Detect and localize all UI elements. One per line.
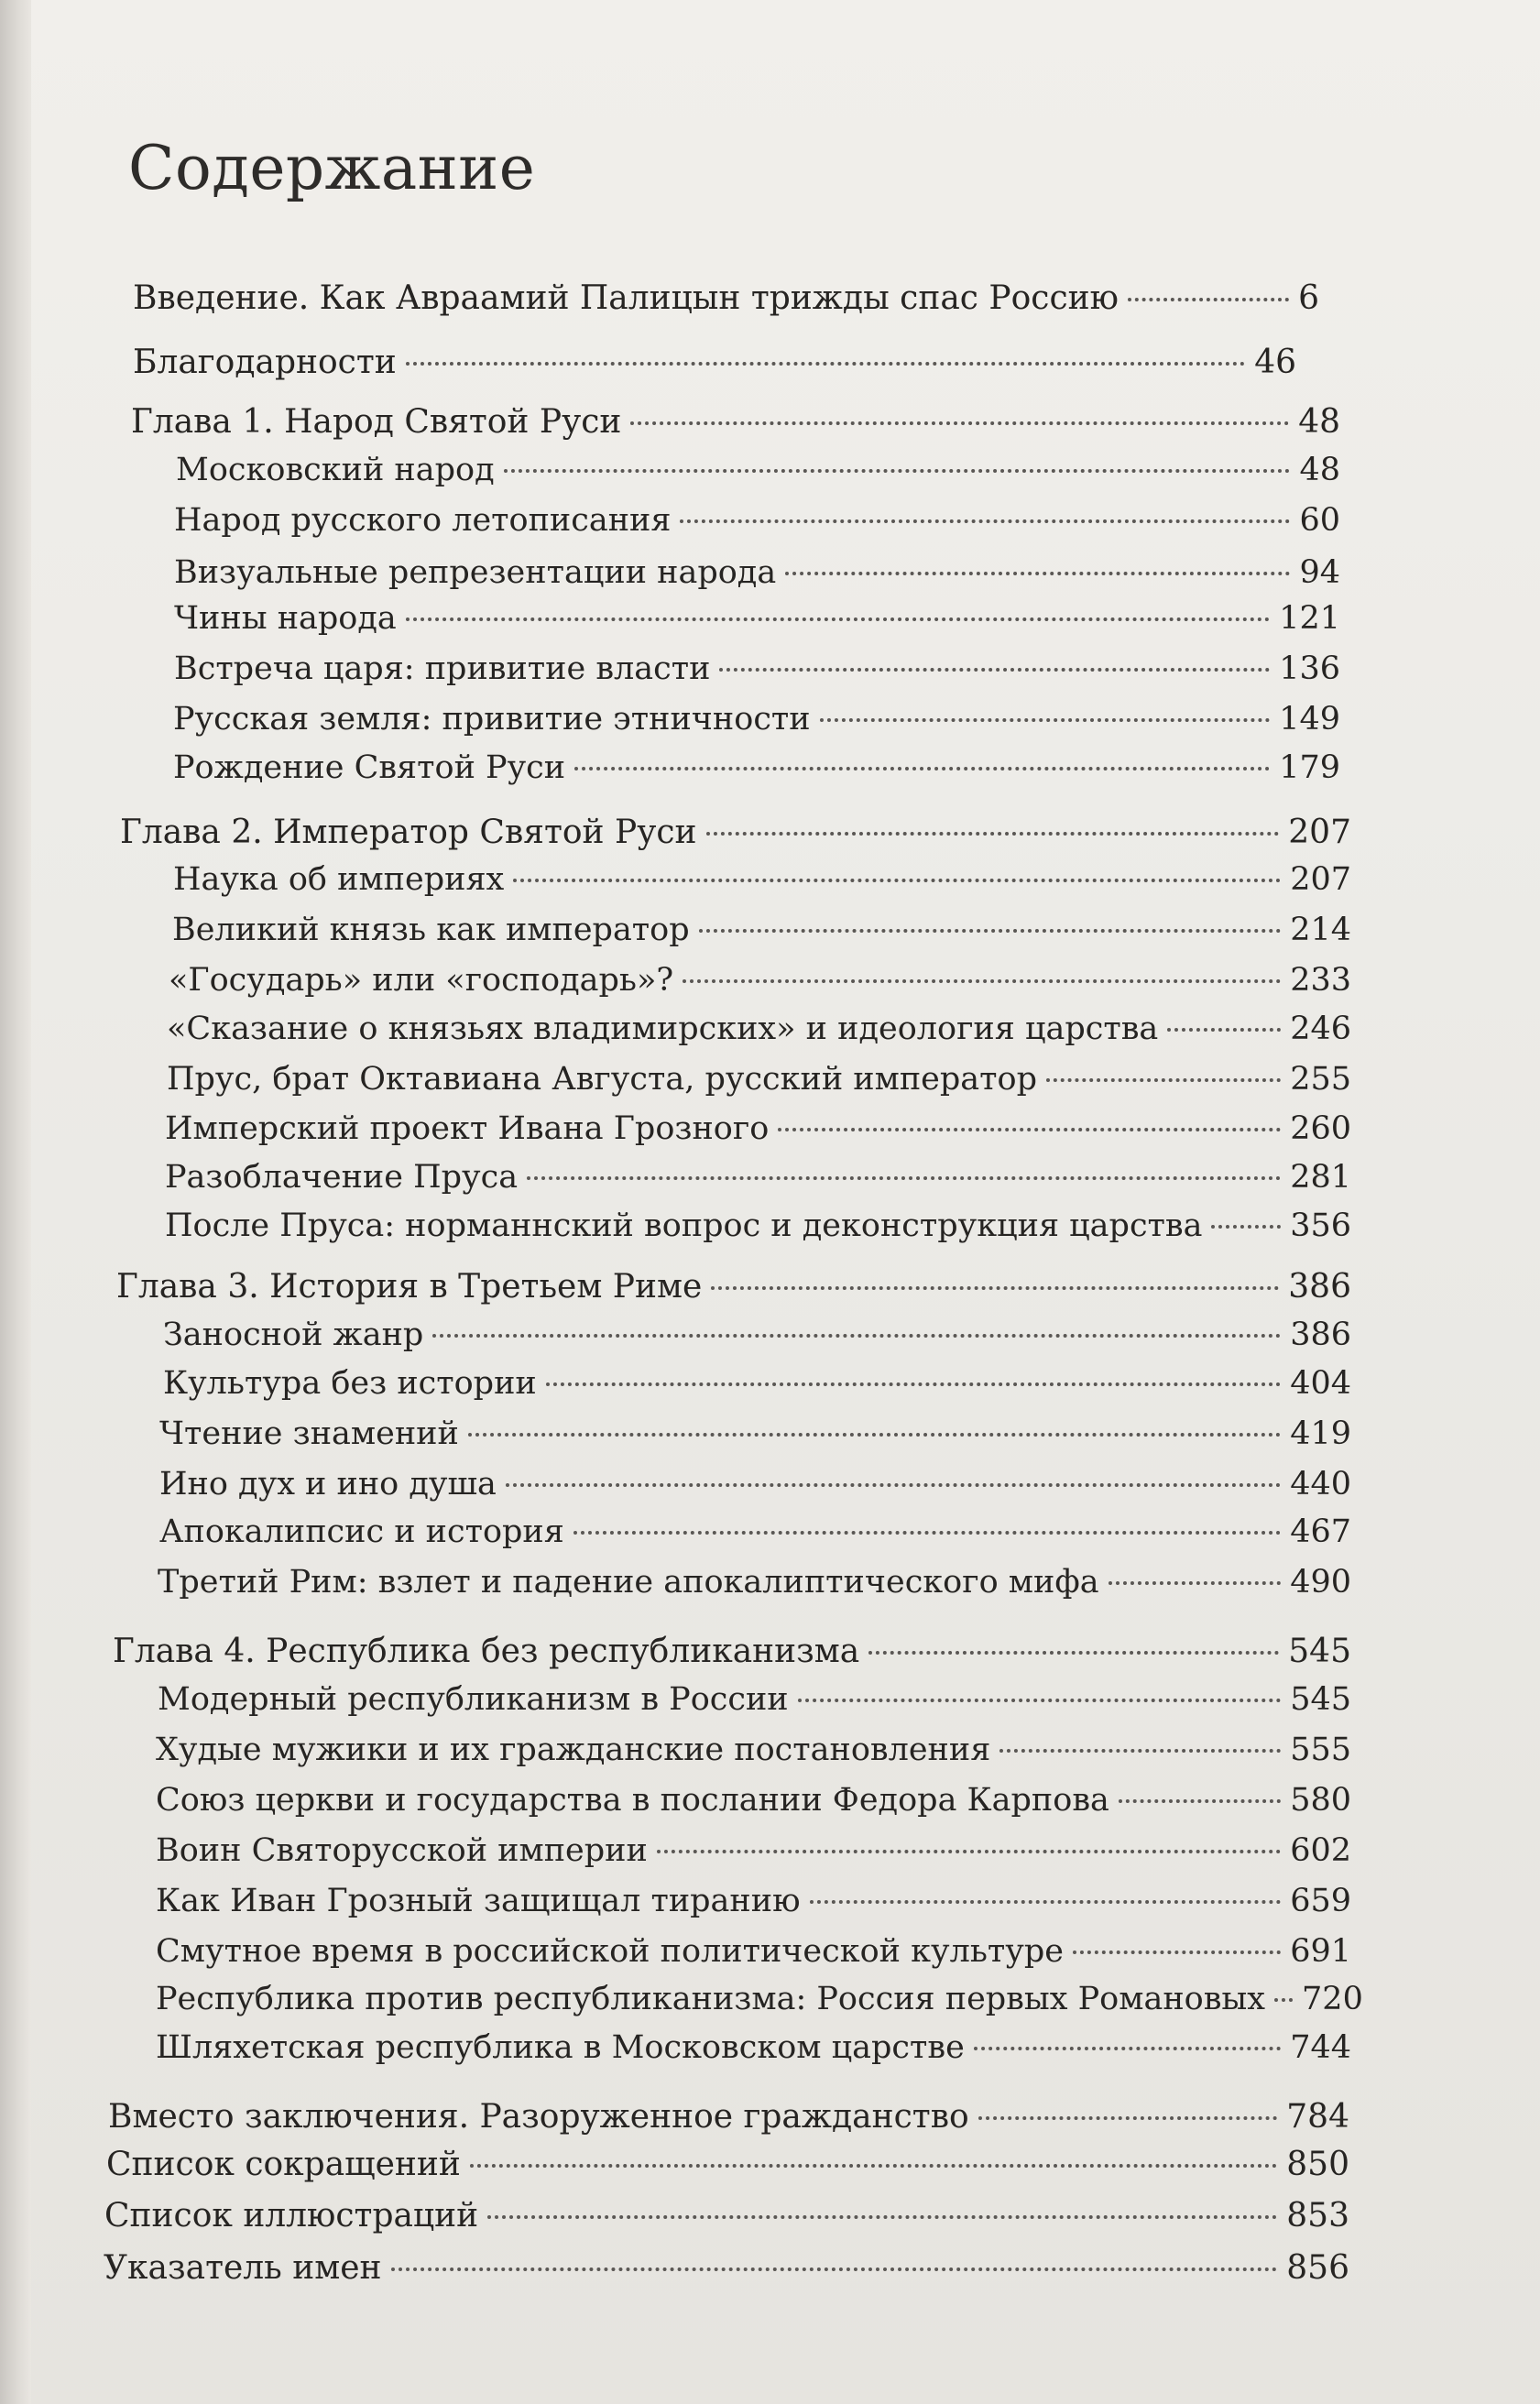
toc-section xyxy=(158,1681,1351,1727)
dot-leader xyxy=(778,1128,1281,1131)
toc-section xyxy=(165,1110,1351,1156)
toc-section xyxy=(163,1365,1351,1411)
dot-leader xyxy=(506,1483,1281,1487)
toc-index xyxy=(104,2249,1349,2295)
toc-section xyxy=(174,554,1340,600)
dot-leader xyxy=(820,718,1271,722)
toc-entry-label: Худые мужики и их гражданские постановления xyxy=(156,1732,991,1768)
toc-entry-page: 386 xyxy=(1288,1268,1351,1306)
toc-entry-page: 149 xyxy=(1279,701,1340,738)
toc-entry-label: Благодарности xyxy=(133,344,397,381)
toc-section xyxy=(172,912,1351,957)
toc-entry-page: 659 xyxy=(1290,1883,1351,1919)
toc-entry-page: 602 xyxy=(1290,1832,1351,1869)
dot-leader xyxy=(999,1749,1281,1753)
toc-entry-page: 440 xyxy=(1290,1466,1351,1502)
toc-entry-label: Вместо заключения. Разоруженное гражданство xyxy=(108,2098,969,2136)
toc-entry-page: 281 xyxy=(1290,1159,1351,1196)
dot-leader xyxy=(468,1433,1281,1437)
toc-section xyxy=(174,650,1340,696)
toc-entry-page: 356 xyxy=(1290,1207,1351,1244)
toc-entry-page: 555 xyxy=(1290,1732,1351,1768)
toc-entry-label: «Государь» или «господарь»? xyxy=(169,962,674,999)
toc-entry-page: 386 xyxy=(1290,1317,1351,1353)
toc-entry-label: Великий князь как император xyxy=(172,912,690,948)
dot-leader xyxy=(699,929,1282,933)
dot-leader xyxy=(432,1334,1281,1338)
dot-leader xyxy=(391,2267,1278,2271)
dot-leader xyxy=(406,617,1270,621)
toc-section xyxy=(159,1513,1351,1559)
toc-entry-page: 545 xyxy=(1288,1633,1351,1670)
dot-leader xyxy=(1109,1581,1282,1585)
toc-section xyxy=(159,1466,1351,1512)
toc-entry-page: 60 xyxy=(1299,502,1340,539)
toc-entry-page: 48 xyxy=(1298,403,1340,441)
toc-section xyxy=(163,1317,1351,1362)
toc-entry-label: Республика против республиканизма: Россия первых Романовых xyxy=(156,1981,1266,2017)
toc-entry-label: Глава 4. Республика без республиканизма xyxy=(113,1633,860,1670)
toc-entry-label: После Пруса: норманнский вопрос и деконструкция царства xyxy=(165,1207,1203,1244)
toc-entry-acknowledgements xyxy=(133,344,1296,389)
toc-entry-label: Ино дух и ино душа xyxy=(159,1466,497,1502)
toc-entry-label: Рождение Святой Руси xyxy=(173,749,566,786)
dot-leader xyxy=(487,2215,1277,2219)
toc-section xyxy=(173,861,1351,907)
toc-entry-label: Наука об империях xyxy=(173,861,505,898)
toc-entry-label: Культура без истории xyxy=(163,1365,537,1402)
dot-leader xyxy=(513,879,1281,882)
toc-entry-page: 46 xyxy=(1254,344,1296,381)
toc-entry-label: Разоблачение Пруса xyxy=(165,1159,519,1196)
toc-entry-label: Введение. Как Авраамий Палицын трижды спас Россию xyxy=(133,279,1119,317)
toc-entry-label: «Сказание о князьях владимирских» и идеология царства xyxy=(167,1011,1159,1047)
dot-leader xyxy=(1211,1225,1281,1229)
toc-entry-page: 246 xyxy=(1290,1011,1351,1047)
dot-leader xyxy=(470,2164,1277,2168)
toc-entry-page: 720 xyxy=(1302,1981,1363,2017)
toc-section xyxy=(156,2029,1351,2075)
toc-entry-label: Заносной жанр xyxy=(163,1317,424,1353)
toc-entry-page: 136 xyxy=(1279,650,1340,687)
toc-chapter-2 xyxy=(120,814,1351,859)
toc-entry-page: 490 xyxy=(1290,1564,1351,1601)
toc-entry-label: Шляхетская республика в Московском царстве xyxy=(156,2029,965,2066)
toc-entry-label: Указатель имен xyxy=(104,2249,382,2287)
dot-leader xyxy=(630,421,1289,425)
toc-entry-label: Глава 3. История в Третьем Риме xyxy=(116,1268,703,1306)
toc-section xyxy=(159,1415,1351,1461)
toc-section xyxy=(165,1207,1351,1253)
toc-entry-page: 207 xyxy=(1290,861,1351,898)
toc-section xyxy=(156,1832,1351,1878)
toc-entry-page: 691 xyxy=(1290,1933,1351,1970)
toc-entry-page: 419 xyxy=(1290,1415,1351,1452)
dot-leader xyxy=(406,362,1245,366)
toc-entry-label: Союз церкви и государства в послании Федора Карпова xyxy=(156,1782,1109,1819)
toc-entry-page: 853 xyxy=(1286,2197,1349,2235)
toc-entry-page: 850 xyxy=(1286,2146,1349,2183)
page-title: Содержание xyxy=(128,133,536,203)
toc-entry-label: Модерный республиканизм в России xyxy=(158,1681,789,1718)
dot-leader xyxy=(1274,1998,1293,2002)
toc-section xyxy=(174,600,1340,646)
dot-leader xyxy=(527,1176,1281,1180)
toc-entry-page: 545 xyxy=(1290,1681,1351,1718)
dot-leader xyxy=(546,1382,1281,1386)
toc-entry-label: Апокалипсис и история xyxy=(159,1513,564,1550)
toc-entry-page: 94 xyxy=(1299,554,1340,591)
dot-leader xyxy=(798,1699,1282,1702)
dot-leader xyxy=(1167,1028,1281,1032)
toc-entry-label: Имперский проект Ивана Грозного xyxy=(165,1110,770,1147)
toc-entry-label: Список иллюстраций xyxy=(104,2197,479,2235)
toc-section xyxy=(173,701,1340,747)
toc-entry-page: 260 xyxy=(1290,1110,1351,1147)
toc-entry-label: Визуальные репрезентации народа xyxy=(174,554,777,591)
dot-leader xyxy=(974,2047,1281,2050)
toc-section xyxy=(156,1883,1351,1929)
toc-entry-label: Московский народ xyxy=(176,452,495,488)
toc-section xyxy=(156,1782,1351,1828)
dot-leader xyxy=(719,668,1270,672)
dot-leader xyxy=(657,1850,1281,1853)
toc-entry-label: Прус, брат Октавиана Августа, русский император xyxy=(167,1061,1038,1098)
toc-entry-label: Глава 2. Император Святой Руси xyxy=(120,814,697,851)
toc-entry-label: Воин Святорусской империи xyxy=(156,1832,648,1869)
toc-entry-label: Смутное время в российской политической культуре xyxy=(156,1933,1064,1970)
toc-entry-page: 255 xyxy=(1290,1061,1351,1098)
toc-section xyxy=(156,1981,1363,2027)
toc-entry-label: Глава 1. Народ Святой Руси xyxy=(131,403,622,441)
toc-entry-label: Чтение знамений xyxy=(159,1415,459,1452)
toc-illustrations xyxy=(104,2197,1349,2243)
toc-entry-page: 207 xyxy=(1288,814,1351,851)
toc-entry-introduction xyxy=(133,279,1319,325)
toc-entry-page: 580 xyxy=(1290,1782,1351,1819)
toc-section xyxy=(156,1933,1351,1979)
toc-entry-page: 214 xyxy=(1290,912,1351,948)
dot-leader xyxy=(868,1651,1279,1655)
toc-section xyxy=(174,502,1340,548)
toc-entry-page: 6 xyxy=(1298,279,1319,317)
dot-leader xyxy=(711,1286,1279,1290)
toc-entry-label: Третий Рим: взлет и падение апокалиптического мифа xyxy=(158,1564,1099,1601)
toc-entry-label: Русская земля: привитие этничности xyxy=(173,701,811,738)
dot-leader xyxy=(574,767,1270,770)
dot-leader xyxy=(1128,298,1289,301)
dot-leader xyxy=(978,2116,1278,2120)
toc-section xyxy=(167,1011,1351,1056)
dot-leader xyxy=(706,832,1280,836)
toc-chapter-3 xyxy=(116,1268,1351,1314)
toc-entry-page: 48 xyxy=(1299,452,1340,488)
dot-leader xyxy=(810,1900,1282,1904)
toc-entry-page: 784 xyxy=(1286,2098,1349,2136)
toc-entry-page: 744 xyxy=(1290,2029,1351,2066)
toc-section xyxy=(165,1159,1351,1205)
dot-leader xyxy=(785,572,1290,575)
toc-chapter-1 xyxy=(131,403,1340,449)
dot-leader xyxy=(680,519,1290,523)
toc-entry-page: 467 xyxy=(1290,1513,1351,1550)
toc-section xyxy=(173,749,1340,795)
dot-leader xyxy=(1119,1799,1281,1803)
toc-entry-label: Чины народа xyxy=(174,600,397,637)
toc-entry-page: 404 xyxy=(1290,1365,1351,1402)
toc-section xyxy=(158,1564,1351,1610)
dot-leader xyxy=(1046,1078,1281,1082)
toc-entry-page: 233 xyxy=(1290,962,1351,999)
toc-section xyxy=(167,1061,1351,1107)
toc-section xyxy=(169,962,1351,1008)
toc-entry-page: 856 xyxy=(1286,2249,1349,2287)
dot-leader xyxy=(573,1531,1281,1535)
dot-leader xyxy=(683,979,1281,983)
toc-entry-page: 121 xyxy=(1279,600,1340,637)
toc-entry-label: Список сокращений xyxy=(106,2146,461,2183)
toc-section xyxy=(156,1732,1351,1777)
dot-leader xyxy=(504,469,1291,473)
toc-entry-page: 179 xyxy=(1279,749,1340,786)
toc-entry-label: Как Иван Грозный защищал тиранию xyxy=(156,1883,801,1919)
toc-abbreviations xyxy=(106,2146,1349,2191)
toc-chapter-4 xyxy=(113,1633,1351,1678)
toc-entry-label: Встреча царя: привитие власти xyxy=(174,650,711,687)
dot-leader xyxy=(1073,1951,1281,1954)
toc-conclusion xyxy=(108,2098,1349,2144)
toc-section xyxy=(176,452,1340,497)
toc-entry-label: Народ русского летописания xyxy=(174,502,672,539)
